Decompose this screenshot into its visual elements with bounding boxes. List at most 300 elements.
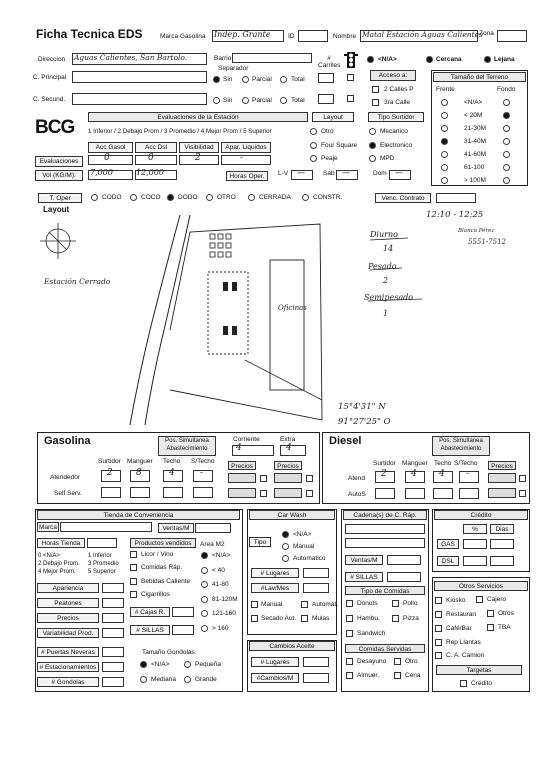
- bcg-logo: BCG: [35, 117, 75, 138]
- four-square-radio[interactable]: [310, 142, 317, 149]
- cena-check[interactable]: [394, 672, 401, 679]
- toper-option-label: DODO: [178, 194, 198, 201]
- dsl-manguer-label: Manguer: [402, 460, 428, 467]
- toper-option-label: OTRO: [217, 194, 236, 201]
- dsl-stecho-label: S/Techo: [454, 460, 478, 467]
- precios-tienda-button[interactable]: Precios: [37, 613, 99, 623]
- layout-button[interactable]: Layout: [312, 112, 354, 122]
- c-secund-field[interactable]: [72, 93, 207, 105]
- area-option-radio[interactable]: [201, 625, 208, 632]
- marca-tienda-button[interactable]: Marca: [38, 524, 58, 531]
- cw-manual-radio[interactable]: [282, 543, 289, 550]
- gas-at-techo-value: 4: [169, 468, 175, 478]
- cw-mulas-check[interactable]: [301, 615, 308, 622]
- otros-label: Otros: [498, 610, 514, 617]
- extra-label: Extra: [280, 436, 296, 443]
- na-label: <N/A>: [378, 56, 397, 63]
- cw-lav-field[interactable]: [303, 583, 329, 593]
- dsl-at-mang-value: 4: [411, 469, 417, 479]
- extra-field[interactable]: [280, 445, 306, 456]
- aceite-cambios-field[interactable]: [303, 673, 329, 683]
- mecanico-label: Mecanico: [380, 128, 408, 135]
- area-option-radio[interactable]: [201, 610, 208, 617]
- pesado-note: Pesado: [368, 262, 397, 271]
- cafe-bar-check[interactable]: [435, 625, 442, 632]
- gas-ss-mang[interactable]: [130, 487, 150, 498]
- otros-check[interactable]: [487, 610, 494, 617]
- dom-label: Dom: [373, 170, 387, 177]
- eval-value-3: 2: [195, 153, 201, 163]
- terreno-frente-radio[interactable]: [441, 177, 448, 184]
- diesel-title: Diesel: [329, 435, 362, 447]
- gas-precio-ss-1-check[interactable]: [260, 490, 267, 497]
- c-principal-check[interactable]: [347, 74, 354, 81]
- terreno-option-label: > 100M: [464, 177, 486, 184]
- horas-tienda-button[interactable]: Horas Tienda: [37, 538, 85, 548]
- almuer-check[interactable]: [346, 672, 353, 679]
- hambu-check[interactable]: [346, 615, 353, 622]
- pesado-value: 2: [383, 276, 389, 285]
- sab-value: —: [342, 168, 350, 177]
- carriles-field-1[interactable]: [318, 73, 334, 83]
- terreno-header: Tamaño del Terreno: [433, 72, 526, 82]
- cw-lav-button[interactable]: #Lav/Mes: [251, 583, 299, 593]
- scale-1: 1 Inferior: [88, 553, 112, 559]
- dos-calles-check[interactable]: [372, 86, 379, 93]
- puertas-field[interactable]: [102, 647, 124, 657]
- gas-precio-at-2[interactable]: [274, 473, 302, 483]
- dsl-au-techo[interactable]: [433, 488, 453, 499]
- acc-gasol-button[interactable]: Acc Gasol: [88, 142, 133, 153]
- otro-radio[interactable]: [310, 128, 317, 135]
- apariencia-button[interactable]: Apariencia: [37, 583, 99, 593]
- eval-scale: 1 Inferior / 2 Debajo Prom / 3 Promedio / 4 Mejor Prom / 5 Superior: [88, 128, 272, 135]
- electronico-radio[interactable]: [369, 142, 376, 149]
- dsl-au-surt[interactable]: [375, 488, 395, 499]
- gas-ss-techo[interactable]: [163, 487, 183, 498]
- evaluaciones-button[interactable]: Evaluaciones: [35, 156, 83, 167]
- variabilidad-field[interactable]: [102, 628, 124, 638]
- corriente-value: 4: [236, 443, 242, 453]
- terreno-fondo-radio[interactable]: [503, 164, 510, 171]
- restauran-check[interactable]: [435, 611, 442, 618]
- zona-field[interactable]: [497, 30, 527, 42]
- sillas-tienda-field[interactable]: [172, 625, 194, 635]
- toper-option-label: CONSTR.: [313, 194, 343, 201]
- dom-value: —: [395, 168, 403, 177]
- dsl-at-surt-value: 2: [381, 469, 387, 479]
- toper-option-label: CERRADA: [259, 194, 291, 201]
- eval-value-2: 0: [148, 153, 154, 163]
- sep2-sin-radio[interactable]: [213, 97, 220, 104]
- dsl-precio-at-check[interactable]: [519, 475, 526, 482]
- dsl-pos-simult: Pos. Simultanea Abastecimiento: [432, 436, 490, 456]
- desayuno-check[interactable]: [346, 658, 353, 665]
- credito-card-label: Crédito: [471, 680, 492, 687]
- otros-header: Otros Servicios: [434, 581, 528, 591]
- cigarrillos-label: Cigarrillos: [141, 591, 170, 598]
- apariencia-field[interactable]: [102, 583, 124, 593]
- barrio-field[interactable]: [232, 53, 312, 63]
- cw-na-label: <N/A>: [293, 531, 312, 538]
- zona-label: Zona: [479, 30, 494, 37]
- gas-precio-ss-2-check[interactable]: [306, 490, 313, 497]
- cafe-bar-label: Café/Bar: [446, 625, 472, 632]
- otro-label: Otro: [321, 128, 334, 135]
- terreno-option-label: 61-100: [464, 164, 485, 171]
- tres-calle-check[interactable]: [372, 99, 379, 106]
- pump-island-icon: [223, 282, 237, 335]
- c-secund-check[interactable]: [347, 95, 354, 102]
- sep2-parcial-label: Parcial: [252, 97, 272, 104]
- cajas-button[interactable]: # Cajas R.: [130, 607, 170, 617]
- toper-codo-radio[interactable]: [91, 194, 98, 201]
- venc-contrato-field[interactable]: [436, 193, 476, 203]
- frente-label: Frente: [436, 86, 455, 93]
- estacionamientos-field[interactable]: [102, 662, 124, 672]
- terreno-frente-radio[interactable]: [441, 112, 448, 119]
- lv-value: —: [297, 168, 305, 177]
- credito-pct-button[interactable]: %: [463, 524, 487, 534]
- compass-icon: [40, 223, 76, 259]
- marca-tienda-field[interactable]: [60, 522, 152, 532]
- horas-oper-button[interactable]: Horas Oper.: [226, 171, 268, 181]
- credito-card-check[interactable]: [460, 680, 467, 687]
- tipo-surtidor-button[interactable]: Tipo Surtidor: [368, 112, 424, 122]
- mpd-radio[interactable]: [369, 155, 376, 162]
- direccion-value: Aguas Calientes, San Bartolo.: [74, 53, 188, 62]
- layout-sketch: [30, 210, 510, 432]
- cw-auto-radio[interactable]: [282, 555, 289, 562]
- area-option-radio[interactable]: [201, 596, 208, 603]
- area-option-radio[interactable]: [201, 552, 208, 559]
- terreno-fondo-radio[interactable]: [503, 112, 510, 119]
- gondolas-field[interactable]: [102, 677, 124, 687]
- sep1-sin-radio[interactable]: [213, 76, 220, 83]
- gas-at-mang-value: 8: [136, 468, 142, 478]
- tba-label: TBA: [498, 624, 511, 631]
- vol-button[interactable]: Vol (KG/M):: [35, 170, 83, 181]
- sep1-total-label: Total: [291, 76, 305, 83]
- licor-label: Licor / Vino: [141, 551, 174, 558]
- dsl-precio-au-check[interactable]: [519, 490, 526, 497]
- gas-precio-ss-1[interactable]: [228, 488, 256, 498]
- carwash-header: Car Wash: [249, 510, 335, 520]
- peaje-radio[interactable]: [310, 155, 317, 162]
- estacionamientos-button[interactable]: # Estacionamientos: [37, 662, 99, 672]
- comidas-check[interactable]: [130, 564, 137, 571]
- credito-gas-pct[interactable]: [463, 539, 487, 549]
- barrio-label: Barrio: [214, 55, 232, 62]
- atend-label: Atend: [348, 475, 365, 482]
- tba-check[interactable]: [487, 624, 494, 631]
- lejana-radio[interactable]: [484, 56, 491, 63]
- cajero-label: Cajero: [487, 596, 507, 603]
- gond-grande-label: Grande: [195, 676, 217, 683]
- gond-mediana-label: Mediana: [151, 676, 176, 683]
- sep1-total-radio[interactable]: [280, 76, 287, 83]
- id-field[interactable]: [298, 30, 328, 42]
- area-option-label: 81-120M: [212, 595, 238, 603]
- carriles-field-2[interactable]: [318, 94, 334, 104]
- comidas-label: Comidas Ráp.: [141, 564, 183, 571]
- gas-precio-ss-2[interactable]: [274, 488, 302, 498]
- c-secund-label: C. Secund.: [33, 96, 66, 103]
- credito-dias-button[interactable]: Dias: [490, 524, 514, 534]
- pizza-check[interactable]: [392, 615, 399, 622]
- gondolas-button[interactable]: # Gondolas: [37, 677, 99, 687]
- nombre-value: Matal Estación Aguas Calientes: [362, 30, 483, 39]
- self-serv-label: Self Serv.: [54, 490, 82, 497]
- rep-llantas-label: Rep Llantas: [446, 639, 481, 646]
- variabilidad-button[interactable]: Variabilidad Prod.: [37, 628, 99, 638]
- terreno-fondo-radio[interactable]: [503, 151, 510, 158]
- scale-2: 2 Debajo Prom.: [38, 561, 80, 567]
- gas-ss-surt[interactable]: [101, 487, 121, 498]
- cw-lugares-button[interactable]: # Lugares: [251, 568, 299, 578]
- toper-dodo-radio[interactable]: [167, 194, 174, 201]
- gas-at-stecho-value: -: [200, 468, 204, 478]
- oficinas-note: Oficinas: [278, 304, 307, 312]
- eval-field-1[interactable]: [88, 155, 133, 165]
- mecanico-radio[interactable]: [369, 128, 376, 135]
- sab-label: Sab: [323, 170, 335, 177]
- ventas-m-field[interactable]: [195, 523, 231, 533]
- terreno-option-label: <N/A>: [464, 99, 483, 106]
- kiosko-label: Kiosko: [446, 597, 466, 604]
- area-option-label: 121-160: [212, 610, 236, 617]
- precios-tienda-field[interactable]: [102, 613, 124, 623]
- toper-option-label: CODO: [102, 194, 122, 201]
- toper-otro-radio[interactable]: [206, 194, 213, 201]
- horas-tienda-field[interactable]: [87, 538, 117, 548]
- cigarrillos-check[interactable]: [130, 591, 137, 598]
- eval-field-4[interactable]: [221, 155, 271, 165]
- autos-label: AutoS: [348, 491, 366, 498]
- cw-na-radio[interactable]: [282, 531, 289, 538]
- credito-gas-dias[interactable]: [490, 539, 514, 549]
- four-square-label: Four Square: [321, 142, 358, 149]
- cadena-ventas-field[interactable]: [387, 555, 421, 565]
- phone-note: 5551-7512: [468, 238, 506, 246]
- time-note: 12:10 - 12:25: [426, 210, 484, 220]
- road-right-edge: [145, 215, 190, 425]
- gas-at-surt-value: 2: [107, 468, 113, 478]
- toper-cerrada-radio[interactable]: [248, 194, 255, 201]
- cw-manual-check[interactable]: [251, 601, 258, 608]
- cadena-header: Cadena(s) de C. Ráp.: [343, 510, 427, 520]
- mpd-label: MPD: [380, 155, 395, 162]
- gond-pequena-label: Pequeña: [195, 661, 222, 668]
- pollo-check[interactable]: [392, 600, 399, 607]
- scale-3: 3 Promedio: [88, 561, 119, 567]
- ventas-m-button[interactable]: Ventas/M: [158, 523, 194, 533]
- cena-label: Cena: [405, 672, 421, 679]
- area-option-label: < 40: [212, 566, 225, 574]
- toper-coco-radio[interactable]: [130, 194, 137, 201]
- cw-mulas-label: Mulas: [312, 615, 330, 622]
- licor-check[interactable]: [130, 551, 137, 558]
- terreno-option-label: 31-40M: [464, 138, 487, 145]
- aceite-cambios-button[interactable]: #Cambios/M: [251, 673, 299, 683]
- peaje-label: Peaje: [321, 155, 338, 162]
- credito-dsl-button[interactable]: DSL: [437, 556, 459, 566]
- terreno-frente-radio[interactable]: [441, 164, 448, 171]
- almuer-label: Almuer.: [357, 672, 380, 679]
- cadena-ventas-button[interactable]: Ventas/M: [345, 555, 383, 565]
- cw-lugares-field[interactable]: [303, 568, 329, 578]
- gas-precio-at-1[interactable]: [228, 473, 256, 483]
- estacion-cerrado-note: Estación Cerrado: [44, 277, 111, 286]
- credito-dsl-dias[interactable]: [490, 556, 514, 566]
- cercana-radio[interactable]: [426, 56, 433, 63]
- area-option-label: > 160: [212, 624, 229, 632]
- donuts-check[interactable]: [346, 600, 353, 607]
- scale-5: 5 Superior: [88, 569, 116, 575]
- gas-pos-simult: Pos. Simultanea Abastecimiento: [158, 436, 216, 456]
- toper-button[interactable]: T. Oper: [38, 193, 82, 203]
- targetas-header: Targetas: [436, 665, 522, 675]
- sandwich-check[interactable]: [346, 630, 353, 637]
- gas-techo-label: Techo: [163, 458, 181, 465]
- eval-value-4: -: [240, 153, 244, 163]
- cadena-sillas-button[interactable]: # SILLAS: [345, 572, 383, 582]
- eval-field-2[interactable]: [135, 155, 177, 165]
- scale-0: 0 <N/A>: [38, 553, 61, 559]
- gond-mediana-radio[interactable]: [140, 676, 147, 683]
- gond-na-radio[interactable]: [140, 661, 147, 668]
- credito-gas-button[interactable]: GAS: [437, 539, 459, 549]
- puertas-button[interactable]: # Puertas Neveras: [37, 647, 99, 657]
- cw-automat-check[interactable]: [301, 601, 308, 608]
- corriente-label: Corriente: [233, 436, 260, 443]
- dsl-at-stecho-value: -: [466, 469, 470, 479]
- carriles-label: # Carriles: [318, 55, 341, 69]
- cadena-sillas-field[interactable]: [387, 572, 421, 582]
- terreno-option-label: 21-30M: [464, 125, 487, 132]
- terreno-frente-radio[interactable]: [441, 138, 448, 145]
- aceite-lugares-field[interactable]: [303, 657, 329, 667]
- dsl-precio-at[interactable]: [488, 473, 516, 483]
- carwash-tipo-button[interactable]: Tipo: [249, 537, 271, 547]
- cajas-field[interactable]: [172, 607, 194, 617]
- terreno-option-label: < 20M: [464, 112, 483, 119]
- sep2-total-label: Total: [291, 97, 305, 104]
- peatones-field[interactable]: [102, 598, 124, 608]
- sandwich-label: Sandwich: [357, 630, 386, 637]
- dos-calles-label: 2 Calles P: [384, 86, 414, 93]
- separador-label: Separador: [218, 65, 249, 72]
- terreno-frente-radio[interactable]: [441, 151, 448, 158]
- cajero-check[interactable]: [476, 596, 483, 603]
- toper-constr-radio[interactable]: [302, 194, 309, 201]
- na-radio[interactable]: [367, 56, 374, 63]
- acc-dsl-button[interactable]: Acc Dsl: [135, 142, 177, 153]
- contact-note: Blanca Pérez: [458, 228, 495, 234]
- dsl-precio-au[interactable]: [488, 488, 516, 498]
- page-title: Ficha Tecnica EDS: [36, 27, 143, 41]
- terreno-frente-radio[interactable]: [441, 125, 448, 132]
- coord-o-note: 91°27'25" O: [338, 417, 391, 427]
- nombre-label: Nombre: [333, 33, 357, 40]
- tienda-header: Tienda de Conveniencia: [37, 510, 240, 520]
- restauran-label: Restauran: [446, 611, 476, 618]
- aceite-header: Cambios Aceite: [249, 641, 335, 651]
- dsl-techo-label: Techo: [434, 460, 452, 467]
- area-label: Area M2: [200, 541, 225, 548]
- terreno-fondo-radio[interactable]: [503, 125, 510, 132]
- cw-automat-label: Automát.: [312, 601, 339, 608]
- kiosko-check[interactable]: [435, 597, 442, 604]
- area-option-radio[interactable]: [201, 581, 208, 588]
- tipo-comidas-header: Tipo de Comidas: [345, 586, 425, 595]
- cadena-name-field-1[interactable]: [345, 524, 425, 534]
- cw-secado-check[interactable]: [251, 615, 258, 622]
- credito-dsl-pct[interactable]: [463, 556, 487, 566]
- desayuno-label: Desayuno: [357, 658, 387, 665]
- layout-title: Layout: [43, 205, 70, 214]
- cw-secado-label: Secado Aut.: [261, 615, 297, 622]
- semipesado-value: 1: [383, 309, 389, 318]
- gond-na-label: <N/A>: [151, 661, 170, 668]
- gas-ss-stecho[interactable]: [193, 487, 213, 498]
- terreno-fondo-radio[interactable]: [503, 177, 510, 184]
- apar-liquidos-button[interactable]: Apar. Liquidos: [221, 142, 271, 153]
- sep1-parcial-radio[interactable]: [242, 76, 249, 83]
- lv-label: L-V: [278, 170, 289, 177]
- otro-comida-check[interactable]: [394, 658, 401, 665]
- rep-llantas-check[interactable]: [435, 639, 442, 646]
- gasolina-title: Gasolina: [44, 435, 91, 447]
- gond-grande-radio[interactable]: [184, 676, 191, 683]
- extra-value: 4: [286, 443, 292, 453]
- venc-contrato-button[interactable]: Venc. Contrato: [375, 193, 431, 203]
- gas-precio-at-1-check[interactable]: [260, 475, 267, 482]
- fondo-label: Fondo: [497, 86, 516, 93]
- terreno-fondo-radio[interactable]: [503, 138, 510, 145]
- marca-value: Indep. Grante: [214, 30, 271, 39]
- dsl-surtidor-label: Surtidor: [373, 460, 396, 467]
- dsl-au-stecho[interactable]: [459, 488, 479, 499]
- sep2-total-radio[interactable]: [280, 97, 287, 104]
- cadena-name-field-2[interactable]: [345, 538, 425, 548]
- aceite-lugares-button[interactable]: # Lugares: [251, 657, 299, 667]
- sep1-sin-label: Sin: [223, 76, 233, 83]
- bebidas-check[interactable]: [130, 578, 137, 585]
- gas-stecho-label: S/Techo: [191, 458, 215, 465]
- gond-pequena-radio[interactable]: [184, 661, 191, 668]
- id-label: ID: [288, 33, 295, 40]
- terreno-frente-radio[interactable]: [441, 99, 448, 106]
- area-option-radio[interactable]: [201, 567, 208, 574]
- gas-precio-at-2-check[interactable]: [306, 475, 313, 482]
- dsl-at-techo-value: 4: [439, 469, 445, 479]
- area-option-label: <N/A>: [212, 552, 231, 559]
- cw-manual-label: Manual: [293, 543, 315, 550]
- semipesado-note: Semipesado: [364, 293, 414, 302]
- gas-precios-1: Precios: [228, 461, 256, 470]
- camion-check[interactable]: [435, 652, 442, 659]
- dsl-au-mang[interactable]: [405, 488, 425, 499]
- sep2-parcial-radio[interactable]: [242, 97, 249, 104]
- visibilidad-button[interactable]: Visibilidad: [179, 142, 219, 153]
- electronico-label: Electronico: [380, 142, 413, 149]
- peatones-button[interactable]: Peatones: [37, 598, 99, 608]
- c-principal-field[interactable]: [72, 71, 207, 83]
- atendedor-label: Atendedor: [50, 474, 80, 481]
- terreno-fondo-radio[interactable]: [503, 99, 510, 106]
- sillas-tienda-button[interactable]: # SILLAS: [130, 625, 170, 635]
